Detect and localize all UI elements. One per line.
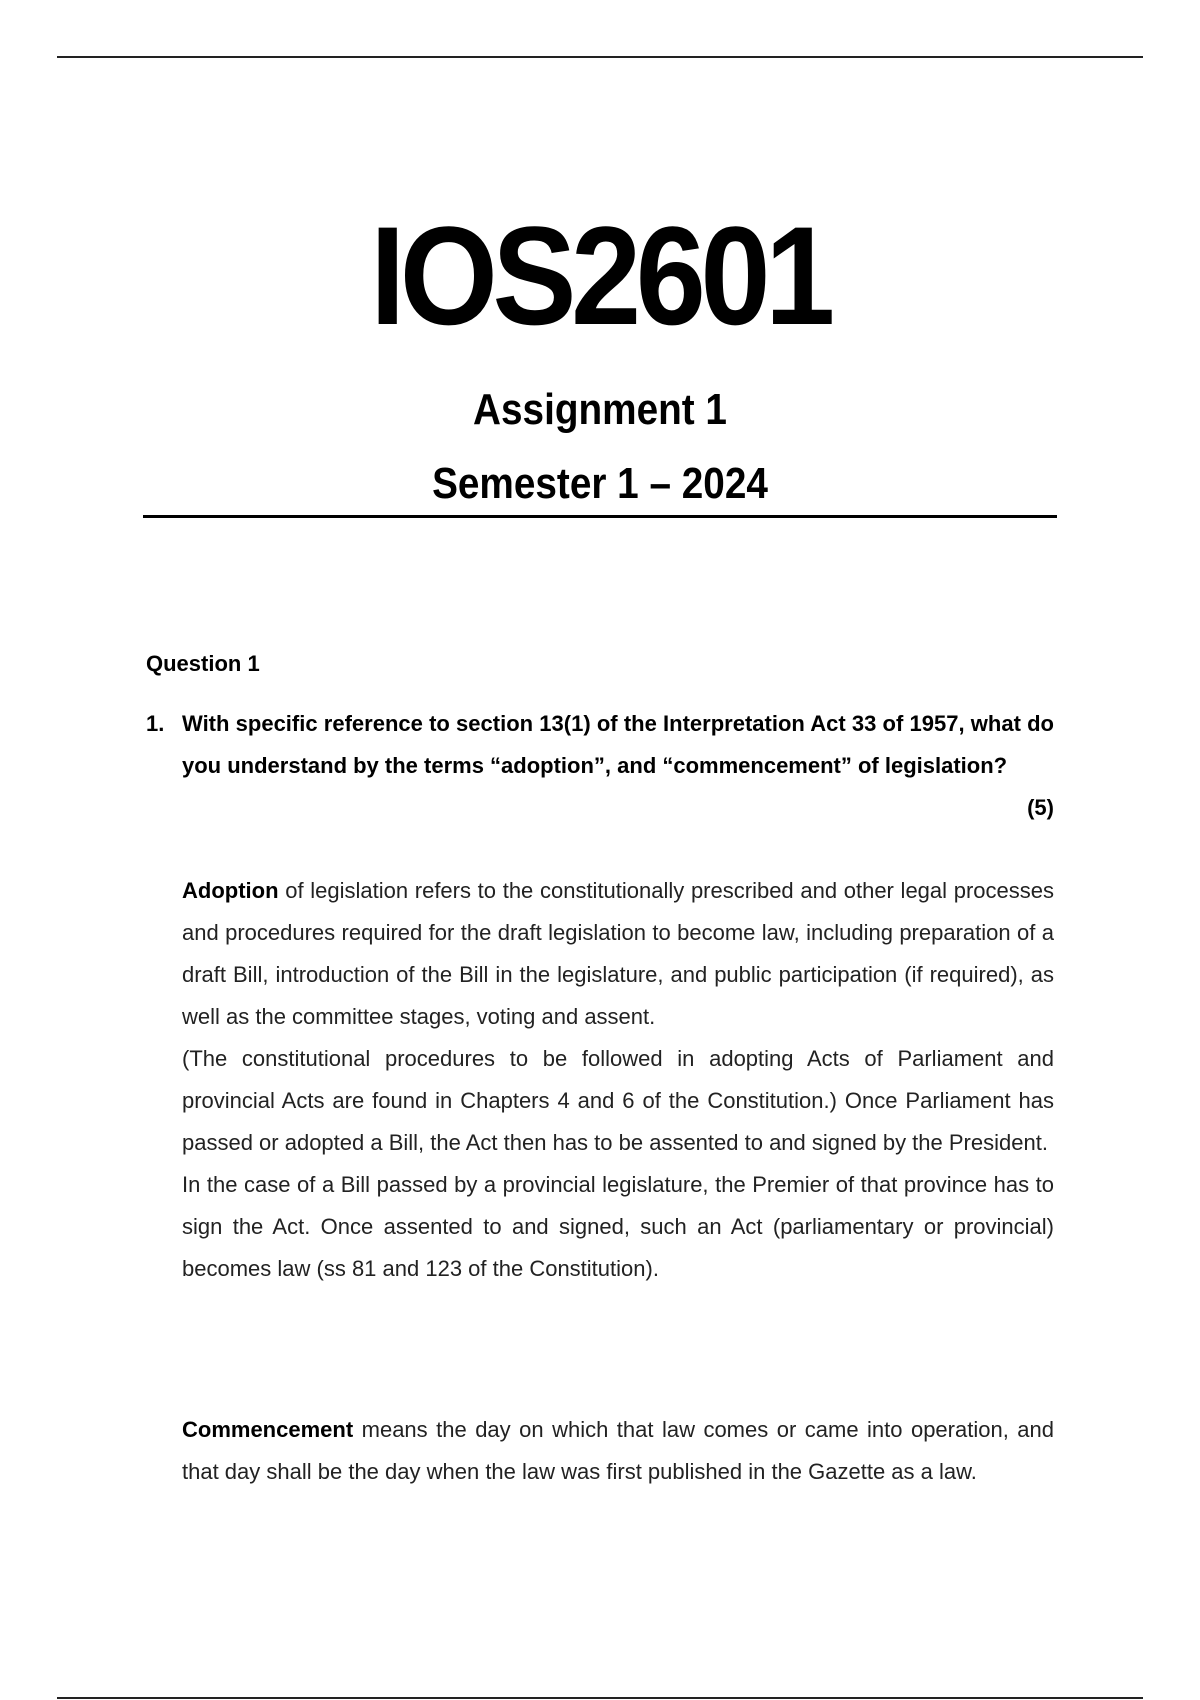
question-marks: (5) [1027,795,1054,820]
assignment-title: Assignment 1 [473,385,727,434]
question-text: With specific reference to section 13(1) of the Interpretation Act 33 of 1957, what do you understand by the terms “adoption”, and “commencement” of legislation? [182,711,1054,778]
adoption-answer [182,870,1054,1290]
adoption-definition: of legislation refers to the constitutionally prescribed and other legal processes and procedures required for the draft legislation to become law, including preparation of a draft Bill, introduction of the Bill in the legislature, and public participation (if required), as well as the committee stages, voting and assent. [182,878,1054,1029]
top-rule [57,56,1143,58]
adoption-paragraph [182,870,1054,1038]
commencement-definition: means the day on which that law comes or came into operation, and that day shall be the day when the law was first published in the Gazette as a law. [182,1417,1054,1484]
title-underline [143,515,1057,518]
question-heading: Question 1 [146,651,260,676]
bottom-rule [57,1697,1143,1699]
commencement-paragraph [182,1409,1054,1493]
semester-title: Semester 1 – 2024 [432,459,768,508]
course-code-title: IOS2601 [370,197,830,354]
adoption-provincial-paragraph: In the case of a Bill passed by a provincial legislature, the Premier of that province has to sign the Act. Once assented to and signed, such an Act (parliamentary or provincial) becomes law (ss 81 and 123 of the Constitution). [182,1172,1054,1281]
commencement-answer [182,1409,1054,1493]
adoption-term: Adoption [182,878,279,903]
commencement-term: Commencement [182,1417,354,1442]
adoption-constitution-paragraph: (The constitutional procedures to be followed in adopting Acts of Parliament and provincial Acts are found in Chapters 4 and 6 of the Constitution.) Once Parliament has passed or adopted a Bill, the Act then has to be assented to and signed by the President. [182,1046,1054,1155]
question-number: 1. [146,711,165,736]
